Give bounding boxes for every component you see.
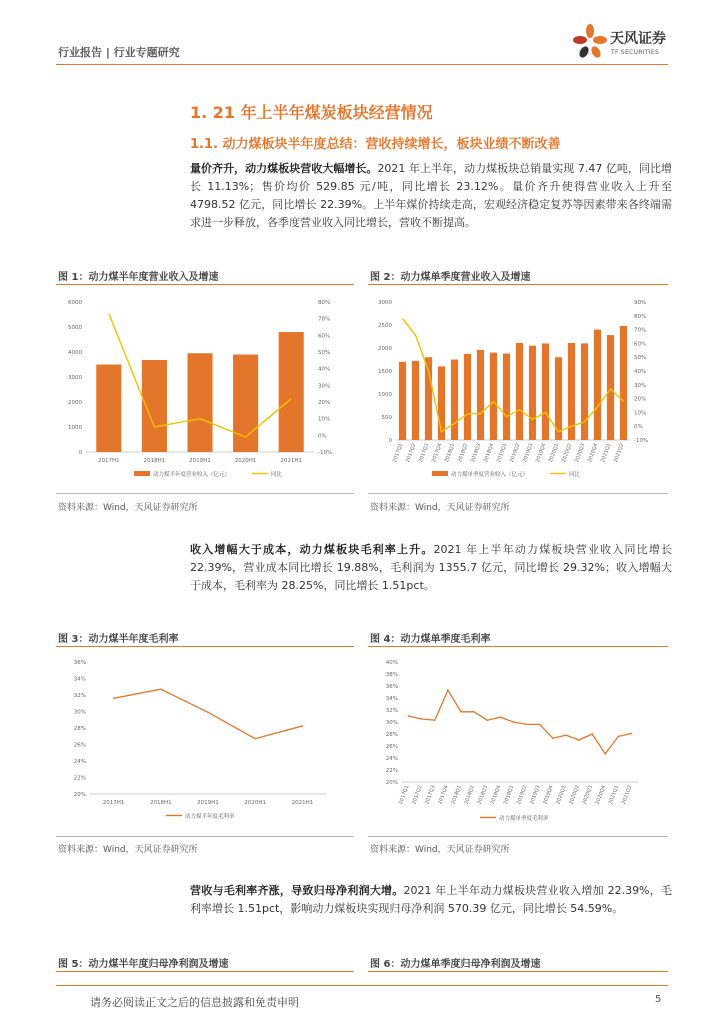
bar xyxy=(581,343,588,440)
figure-1-title: 图 1：动力煤半年度营业收入及增速 xyxy=(58,272,219,283)
margin-point xyxy=(486,719,488,721)
paragraph-body: 2021 年上半年动力煤板块营业收入增加 22.39%，毛利率增长 1.51pct，影响动力煤板块实现归母净利润 570.39 亿元，同比增长 54.59%。 xyxy=(190,884,672,915)
figure-2-chart xyxy=(368,292,668,492)
y-axis-tick-label: 26% xyxy=(73,742,86,749)
left-axis-tick-label: 4000 xyxy=(68,350,82,356)
footer-disclaimer: 请务必阅读正文之后的信息披露和免责申明 xyxy=(90,996,299,1009)
figure-2-title-rule xyxy=(368,284,668,285)
figure-3-title: 图 3：动力煤半年度毛利率 xyxy=(58,634,179,645)
x-axis-tick-label: 2019Q4 xyxy=(534,442,548,464)
legend-line-label: 动力煤单季度毛利率 xyxy=(499,816,549,822)
paragraph-body: 2021 年上半年动力煤板块营业收入同比增长 22.39%，营业成本同比增长 19.88%，毛利润为 1355.7 亿元，同比增长 29.32%；收入增幅大于成本，毛利率为 28.25%，同比增长 1.51pct。 xyxy=(190,543,672,592)
right-axis-tick-label: 40% xyxy=(318,366,331,373)
x-axis-tick-label: 2017Q4 xyxy=(437,784,450,806)
figure-1-bottom-rule xyxy=(56,493,354,494)
left-axis-tick-label: 3000 xyxy=(68,375,82,381)
right-axis-tick-label: 30% xyxy=(318,383,331,390)
left-axis-tick-label: 0 xyxy=(78,450,82,456)
left-axis-tick-label: 500 xyxy=(381,415,392,421)
right-axis-tick-label: 10% xyxy=(318,416,331,423)
x-axis-tick-label: 2019Q1 xyxy=(495,442,509,464)
margin-point xyxy=(565,734,567,736)
right-axis-tick-label: 60% xyxy=(634,341,647,348)
right-axis-tick-label: 0% xyxy=(318,433,327,440)
figure-2-source: 资料来源：Wind，天风证券研究所 xyxy=(370,503,510,513)
paragraph-revenue xyxy=(190,160,672,232)
footer-divider xyxy=(56,985,668,986)
x-axis-tick-label: 2017H1 xyxy=(102,800,125,806)
margin-point xyxy=(513,721,515,723)
x-axis-tick-label: 2020Q2 xyxy=(568,784,581,806)
left-axis-tick-label: 5000 xyxy=(68,325,82,331)
figure-6-title-rule xyxy=(368,971,668,972)
figure-3-source: 资料来源：Wind，天风证券研究所 xyxy=(58,845,198,855)
margin-line xyxy=(114,689,303,739)
right-axis-tick-label: 70% xyxy=(318,316,331,323)
left-axis-tick-label: 1000 xyxy=(68,425,82,431)
x-axis-tick-label: 2021H1 xyxy=(291,800,314,806)
x-axis-tick-label: 2021Q2 xyxy=(620,784,634,806)
y-axis-tick-label: 20% xyxy=(385,780,398,786)
y-axis-tick-label: 24% xyxy=(73,759,86,765)
x-axis-tick-label: 2019Q2 xyxy=(508,442,522,464)
margin-point xyxy=(618,736,620,738)
figure-6-title: 图 6：动力煤单季度归母净利润及增速 xyxy=(370,959,541,970)
bar xyxy=(412,361,419,440)
x-axis-tick-label: 2018Q4 xyxy=(482,442,496,464)
x-axis-tick-label: 2018Q3 xyxy=(476,784,490,806)
bar xyxy=(620,326,627,440)
figure-1-chart xyxy=(56,292,354,492)
bar xyxy=(503,354,510,440)
y-axis-tick-label: 30% xyxy=(73,709,86,716)
x-axis-tick-label: 2020Q1 xyxy=(555,784,568,806)
x-axis-tick-label: 2020H1 xyxy=(244,800,267,806)
figure-5-title-rule xyxy=(56,971,354,972)
legend-bar-label: 动力煤半年度营业收入（亿元） xyxy=(153,472,231,478)
margin-point xyxy=(473,711,475,713)
bar xyxy=(187,353,212,452)
paragraph-profit xyxy=(190,882,672,918)
left-axis-tick-label: 2000 xyxy=(68,400,82,406)
right-axis-tick-label: 0% xyxy=(634,424,643,431)
x-axis-tick-label: 2018Q2 xyxy=(463,784,476,806)
y-axis-tick-label: 20% xyxy=(73,792,86,798)
left-axis-tick-label: 1000 xyxy=(378,392,392,398)
bar xyxy=(607,335,614,440)
margin-point xyxy=(552,737,554,739)
bar xyxy=(464,354,471,440)
right-axis-tick-label: -10% xyxy=(634,438,649,444)
legend-bar-label: 动力煤单季度营业收入（亿元） xyxy=(451,472,529,478)
right-axis-tick-label: 50% xyxy=(634,355,647,362)
y-axis-tick-label: 22% xyxy=(73,775,86,782)
growth-line xyxy=(403,319,624,432)
legend-line-label: 同比 xyxy=(271,472,283,478)
legend-line-label: 同比 xyxy=(569,472,581,478)
margin-point xyxy=(526,724,528,726)
left-axis-tick-label: 6000 xyxy=(68,300,82,306)
x-axis-tick-label: 2017H1 xyxy=(97,458,120,464)
margin-point xyxy=(207,712,209,714)
y-axis-tick-label: 34% xyxy=(385,696,398,702)
y-axis-tick-label: 38% xyxy=(385,672,398,678)
x-axis-tick-label: 2017Q1 xyxy=(391,442,405,464)
figure-3-title-rule xyxy=(56,646,354,647)
figure-1-title-rule xyxy=(56,284,354,285)
x-axis-tick-label: 2018Q1 xyxy=(450,784,463,806)
y-axis-tick-label: 36% xyxy=(73,660,86,666)
margin-point xyxy=(434,719,436,721)
figure-1-svg xyxy=(56,292,354,488)
x-axis-tick-label: 2017Q2 xyxy=(411,784,424,806)
x-axis-tick-label: 2019Q2 xyxy=(516,784,529,806)
y-axis-tick-label: 28% xyxy=(73,726,86,732)
y-axis-tick-label: 28% xyxy=(385,732,398,738)
flower-logo-icon xyxy=(570,22,610,66)
margin-point xyxy=(500,716,502,718)
x-axis-tick-label: 2018Q4 xyxy=(489,784,503,806)
y-axis-tick-label: 34% xyxy=(73,676,86,683)
x-axis-tick-label: 2019H1 xyxy=(189,458,211,464)
x-axis-tick-label: 2017Q2 xyxy=(404,442,418,464)
figure-2-title: 图 2：动力煤单季度营业收入及增速 xyxy=(370,272,531,283)
y-axis-tick-label: 40% xyxy=(385,660,398,666)
bar xyxy=(279,332,304,452)
right-axis-tick-label: 60% xyxy=(318,333,331,340)
right-axis-tick-label: 50% xyxy=(318,350,331,356)
margin-point xyxy=(460,711,462,713)
x-axis-tick-label: 2017Q3 xyxy=(417,442,431,464)
figure-5-title: 图 5：动力煤半年度归母净利润及增速 xyxy=(58,959,229,970)
y-axis-tick-label: 32% xyxy=(73,693,86,699)
x-axis-tick-label: 2018H1 xyxy=(143,458,166,464)
margin-line xyxy=(409,690,632,754)
right-axis-tick-label: 10% xyxy=(634,410,647,417)
figure-2-bottom-rule xyxy=(368,493,668,494)
figure-3-bottom-rule xyxy=(56,836,354,837)
margin-point xyxy=(591,733,593,735)
legend-bar-swatch xyxy=(432,471,448,476)
figure-4-svg xyxy=(368,652,668,832)
margin-point xyxy=(421,718,423,720)
y-axis-tick-label: 32% xyxy=(385,708,398,714)
margin-point xyxy=(604,753,606,755)
y-axis-tick-label: 26% xyxy=(385,744,398,750)
right-axis-tick-label: 90% xyxy=(634,300,647,306)
x-axis-tick-label: 2021Q2 xyxy=(612,442,626,464)
x-axis-tick-label: 2019H1 xyxy=(197,800,219,806)
margin-point xyxy=(302,725,304,727)
margin-point xyxy=(578,739,580,741)
left-axis-tick-label: 1500 xyxy=(378,369,392,375)
report-breadcrumb: 行业报告 | 行业专题研究 xyxy=(58,46,180,59)
paragraph-margin xyxy=(190,541,672,595)
brand-name-en: TF SECURITIES xyxy=(611,49,660,56)
x-axis-tick-label: 2017Q4 xyxy=(430,442,444,464)
margin-point xyxy=(160,688,162,690)
figure-4-title-rule xyxy=(368,646,668,647)
right-axis-tick-label: 80% xyxy=(318,300,331,306)
y-axis-tick-label: 24% xyxy=(385,756,398,762)
x-axis-tick-label: 2019Q1 xyxy=(502,784,516,806)
right-axis-tick-label: -10% xyxy=(318,450,333,456)
x-axis-tick-label: 2019Q4 xyxy=(542,784,555,806)
x-axis-tick-label: 2018H1 xyxy=(149,800,172,806)
x-axis-tick-label: 2020Q2 xyxy=(560,442,574,464)
x-axis-tick-label: 2021Q1 xyxy=(599,442,613,464)
figure-3-svg xyxy=(56,652,354,832)
x-axis-tick-label: 2020Q1 xyxy=(547,442,561,464)
x-axis-tick-label: 2018Q3 xyxy=(469,442,483,464)
paragraph-lead: 收入增幅大于成本，动力煤板块毛利率上升。 xyxy=(190,543,434,556)
y-axis-tick-label: 22% xyxy=(385,768,398,774)
x-axis-tick-label: 2018Q2 xyxy=(456,442,470,464)
figure-4-chart xyxy=(368,652,668,836)
figure-1-source: 资料来源：Wind，天风证券研究所 xyxy=(58,503,198,513)
figure-2-svg xyxy=(368,292,668,488)
margin-point xyxy=(254,738,256,740)
margin-point xyxy=(447,689,449,691)
x-axis-tick-label: 2021H1 xyxy=(280,458,303,464)
right-axis-tick-label: 70% xyxy=(634,327,647,334)
x-axis-tick-label: 2020Q3 xyxy=(573,442,587,464)
bar xyxy=(477,350,484,440)
figure-4-source: 资料来源：Wind，天风证券研究所 xyxy=(370,845,510,855)
x-axis-tick-label: 2020H1 xyxy=(234,458,257,464)
left-axis-tick-label: 3000 xyxy=(378,300,392,306)
bar xyxy=(594,330,601,440)
paragraph-body: 2021 年上半年，动力煤板块总销量实现 7.47 亿吨，同比增长 11.13%；售价均价 529.85 元/吨，同比增长 23.12%。量价齐升使得营业收入上升至 4798.52 亿元，同比增长 22.39%。上半年煤价持续走高，宏观经济稳定复苏等因素带来各终端需求进一步释放，各季度营业收入同比增长，营收不断提高。 xyxy=(190,162,672,229)
x-axis-tick-label: 2020Q4 xyxy=(586,442,600,464)
right-axis-tick-label: 20% xyxy=(634,396,647,403)
legend-line-label: 动力煤半年度毛利率 xyxy=(185,814,235,820)
x-axis-tick-label: 2020Q4 xyxy=(594,784,608,806)
margin-point xyxy=(408,715,410,717)
brand-logo xyxy=(570,22,680,66)
x-axis-tick-label: 2018Q1 xyxy=(443,442,457,464)
right-axis-tick-label: 20% xyxy=(318,400,331,406)
bar xyxy=(542,343,549,440)
y-axis-tick-label: 36% xyxy=(385,684,398,690)
page-number: 5 xyxy=(655,994,662,1005)
figure-4-title: 图 4：动力煤单季度毛利率 xyxy=(370,634,491,645)
x-axis-tick-label: 2020Q3 xyxy=(581,784,594,806)
right-axis-tick-label: 40% xyxy=(634,369,647,375)
bar xyxy=(516,343,523,440)
x-axis-tick-label: 2017Q1 xyxy=(398,784,411,806)
bar xyxy=(451,360,458,441)
subsection-title: 1.1. 动力煤板块半年度总结：营收持续增长，板块业绩不断改善 xyxy=(190,137,561,152)
right-axis-tick-label: 80% xyxy=(634,313,647,320)
figure-4-bottom-rule xyxy=(368,836,668,837)
x-axis-tick-label: 2017Q3 xyxy=(424,784,437,806)
brand-name: 天风证券 xyxy=(610,31,666,47)
left-axis-tick-label: 2000 xyxy=(378,346,392,352)
left-axis-tick-label: 2500 xyxy=(378,323,392,329)
margin-point xyxy=(113,698,115,700)
margin-point xyxy=(631,733,633,735)
legend-bar-swatch xyxy=(134,471,150,476)
paragraph-lead: 量价齐升，动力煤板块营收大幅增长。 xyxy=(190,162,378,175)
x-axis-tick-label: 2019Q3 xyxy=(521,442,535,464)
section-title: 1. 21 年上半年煤炭板块经营情况 xyxy=(190,103,433,122)
bar xyxy=(529,346,536,440)
left-axis-tick-label: 0 xyxy=(388,438,392,444)
paragraph-lead: 营收与毛利率齐涨，导致归母净利润大增。 xyxy=(190,884,404,897)
bar xyxy=(96,365,121,453)
figure-3-chart xyxy=(56,652,354,836)
margin-point xyxy=(539,724,541,726)
x-axis-tick-label: 2021Q1 xyxy=(607,784,621,806)
bar xyxy=(490,353,497,440)
right-axis-tick-label: 30% xyxy=(634,382,647,389)
x-axis-tick-label: 2019Q3 xyxy=(529,784,542,806)
bar xyxy=(399,362,406,440)
y-axis-tick-label: 30% xyxy=(385,720,398,726)
